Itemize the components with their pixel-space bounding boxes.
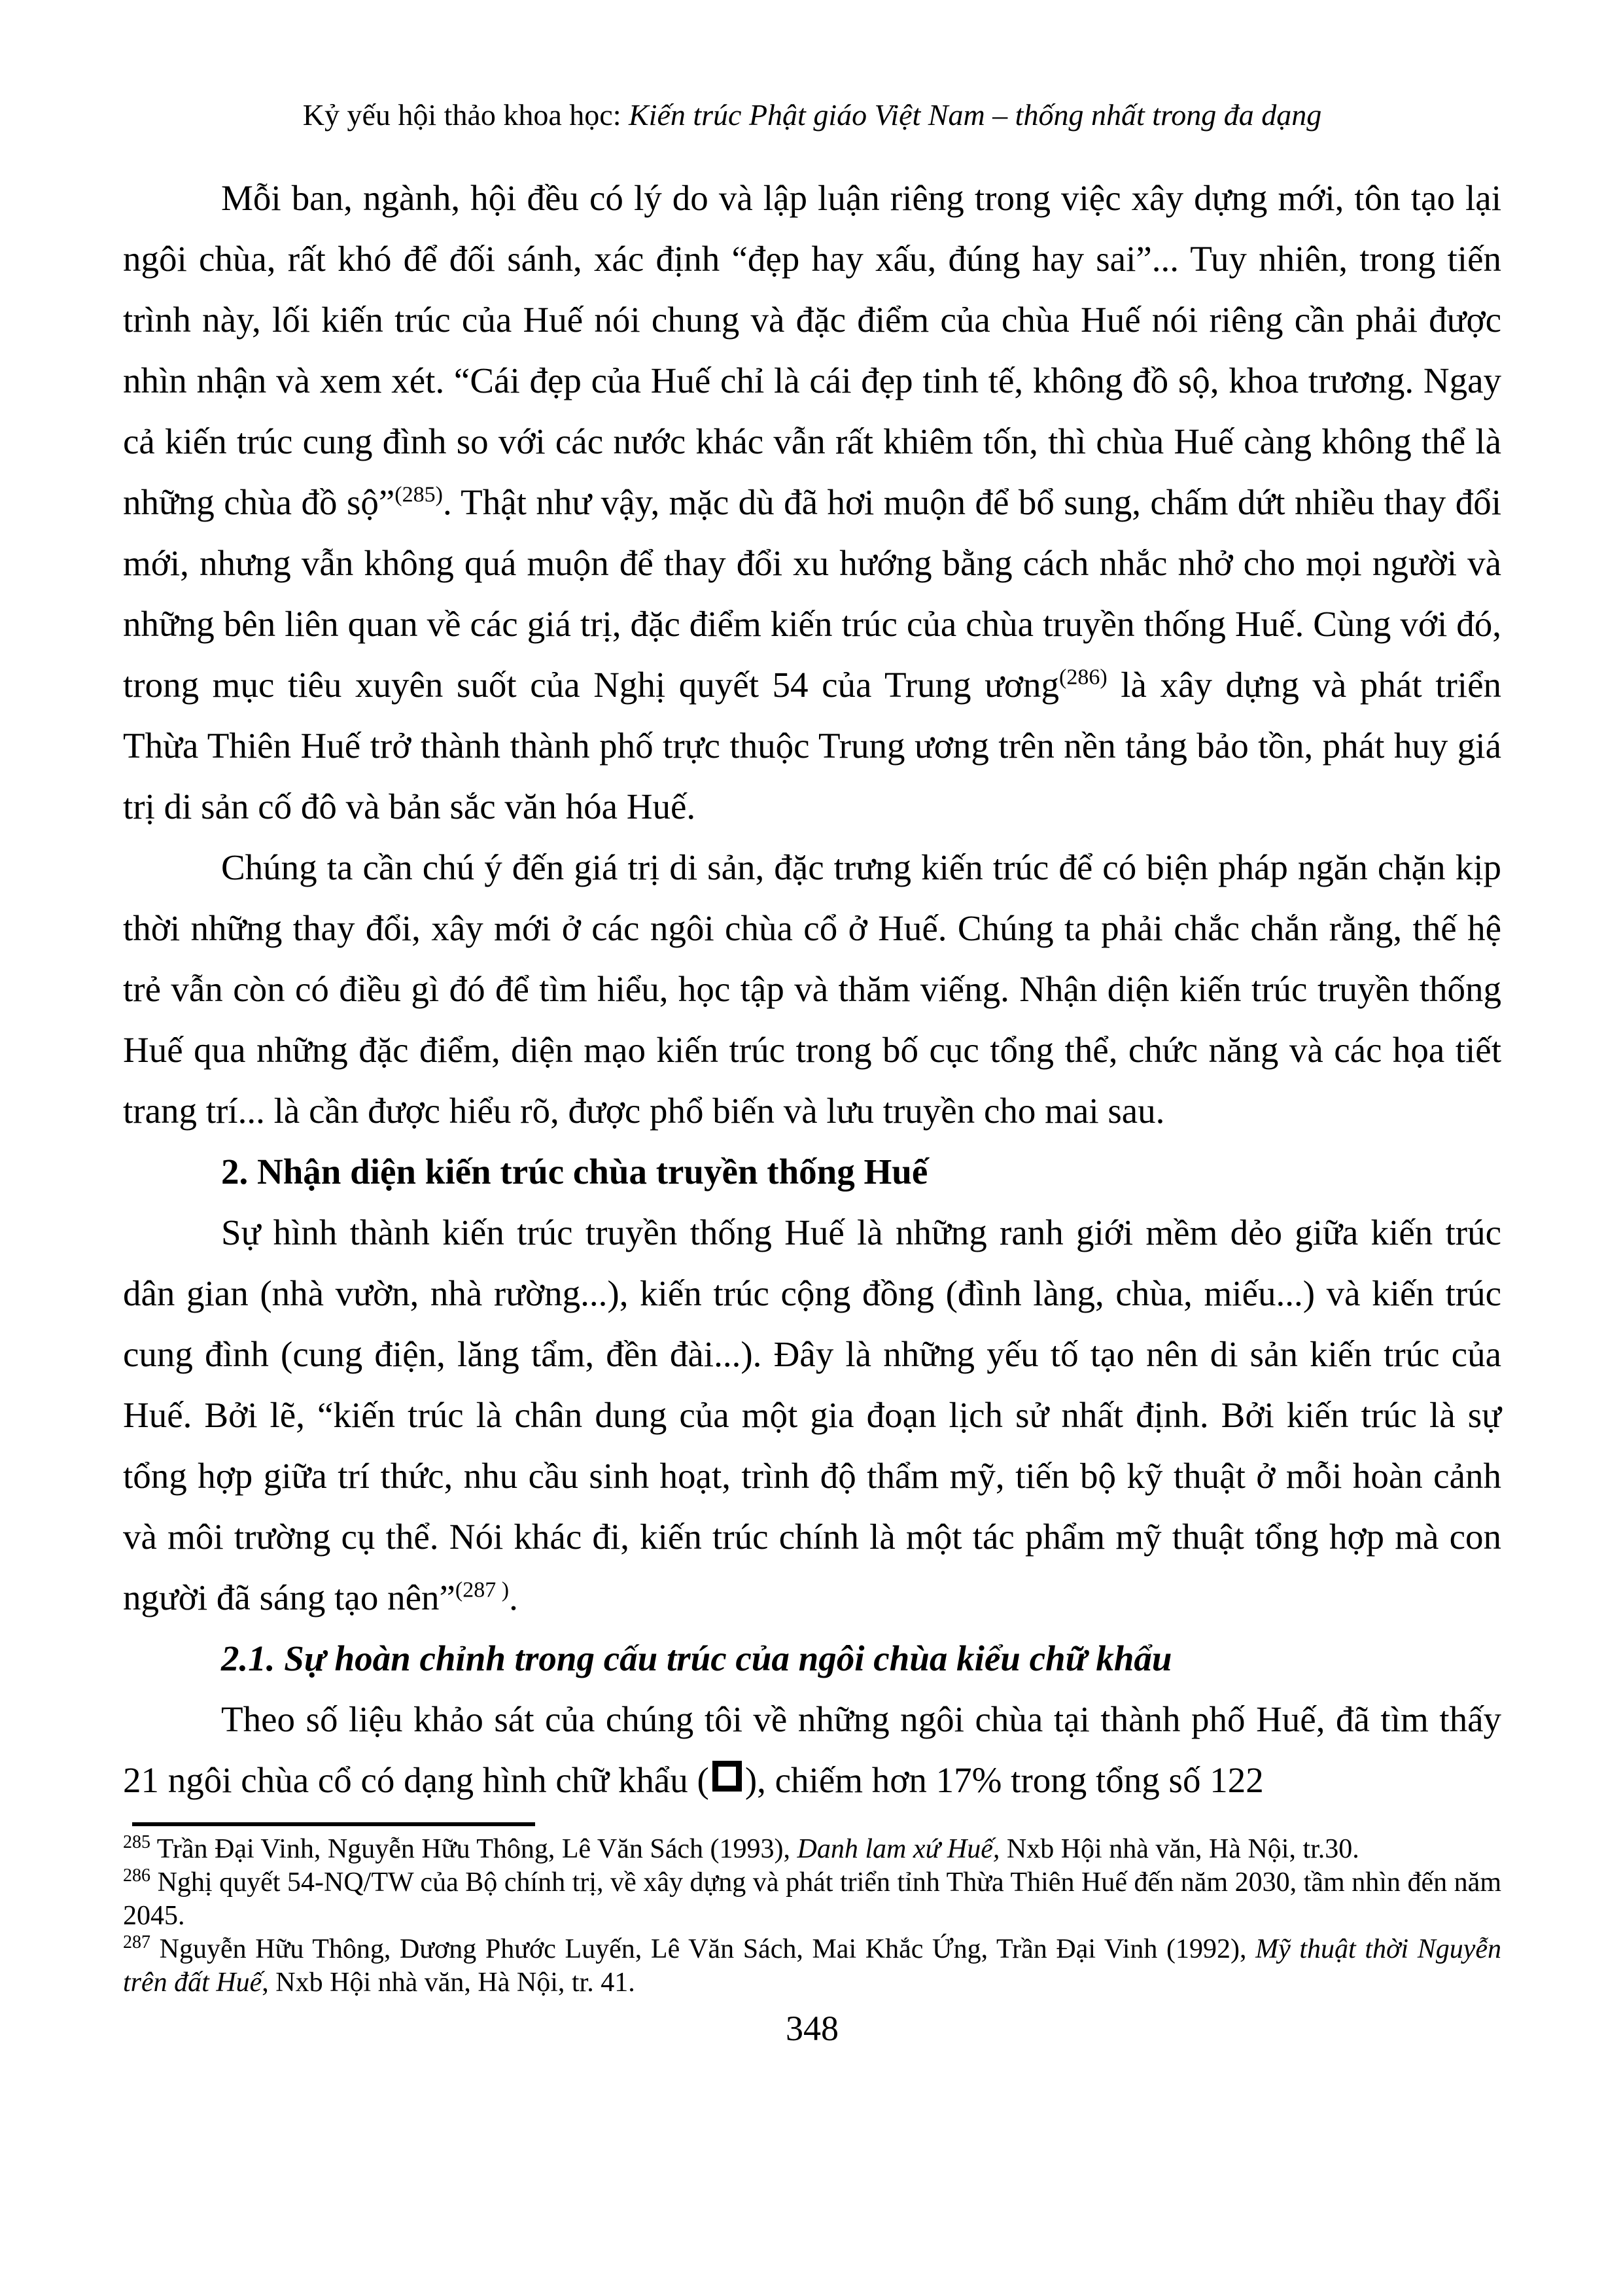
- footnote-286-text: Nghị quyết 54-NQ/TW của Bộ chính trị, về xây dựng và phát triển tỉnh Thừa Thiên Huế đến năm 2030, tầm nhìn đến năm 2045.: [123, 1867, 1501, 1931]
- paragraph-3: [123, 1202, 1501, 1628]
- footnote-ref-287: (287 ): [455, 1578, 510, 1602]
- paragraph-1-text-a: Mỗi ban, ngành, hội đều có lý do và lập luận riêng trong việc xây dựng mới, tôn tạo lại ngôi chùa, rất khó để đối sánh, xác định “đẹp hay xấu, đúng hay sai”... Tuy nhiên, trong tiến trình này, lối kiến trúc của Huế nói chung và đặc điểm của chùa Huế nói riêng cần phải được nhìn nhận và xem xét. “Cái đẹp của Huế chỉ là cái đẹp tinh tế, không đồ sộ, khoa trương. Ngay cả kiến trúc cung đình so với các nước khác vẫn rất khiêm tốn, thì chùa Huế càng không thể là những chùa đồ sộ”: [123, 178, 1501, 522]
- page-number: 348: [786, 2009, 839, 2048]
- footnote-ref-286: (286): [1059, 665, 1108, 690]
- article-body: [123, 168, 1501, 1810]
- footnote-287-work-title: Mỹ thuật thời Nguyễn trên đất Huế: [123, 1934, 1501, 1998]
- footnote-285: [123, 1833, 1501, 1866]
- khau-character-glyph: [712, 1761, 742, 1792]
- paragraph-4-text-a: Theo số liệu khảo sát của chúng tôi về những ngôi chùa tại thành phố Huế, đã tìm thấy 21 ngôi chùa cổ có dạng hình chữ khẩu (: [123, 1699, 1501, 1800]
- footnote-287-text-b: , Nxb Hội nhà văn, Hà Nội, tr. 41.: [262, 1968, 635, 1998]
- paragraph-1-text-c: là xây dựng và phát triển Thừa Thiên Huế trở thành thành phố trực thuộc Trung ương trên nền tảng bảo tồn, phát huy giá trị di sản cố đô và bản sắc văn hóa Huế.: [123, 665, 1501, 826]
- paragraph-3-text-a: Sự hình thành kiến trúc truyền thống Huế là những ranh giới mềm dẻo giữa kiến trúc dân gian (nhà vườn, nhà rường...), kiến trúc cộng đồng (đình làng, chùa, miếu...) và kiến trúc cung đình (cung điện, lăng tẩm, đền đài...). Đây là những yếu tố tạo nên di sản kiến trúc của Huế. Bởi lẽ, “kiến trúc là chân dung của một gia đoạn lịch sử nhất định. Bởi kiến trúc là sự tổng hợp giữa trí thức, nhu cầu sinh hoạt, trình độ thẩm mỹ, tiến bộ kỹ thuật ở mỗi hoàn cảnh và môi trường cụ thể. Nói khác đi, kiến trúc chính là một tác phẩm mỹ thuật tổng hợp mà con người đã sáng tạo nên”: [123, 1212, 1501, 1617]
- footnote-285-text-b: Nxb Hội nhà văn, Hà Nội, tr.30.: [1000, 1834, 1359, 1864]
- footnote-287-number: 287: [123, 1932, 150, 1952]
- footnote-287-text-a: Nguyễn Hữu Thông, Dương Phước Luyến, Lê Văn Sách, Mai Khắc Ứng, Trần Đại Vinh (1992),: [150, 1934, 1256, 1964]
- running-header: [123, 98, 1501, 132]
- footnote-285-text-a: Trần Đại Vinh, Nguyễn Hữu Thông, Lê Văn Sách (1993),: [150, 1834, 797, 1864]
- footnote-separator: [132, 1822, 535, 1826]
- section-heading-2-1: 2.1. Sự hoàn chỉnh trong cấu trúc của ngôi chùa kiểu chữ khẩu: [221, 1638, 1172, 1678]
- footnote-286-number: 286: [123, 1865, 150, 1886]
- paragraph-2: Chúng ta cần chú ý đến giá trị di sản, đặc trưng kiến trúc để có biện pháp ngăn chặn kịp thời những thay đổi, xây mới ở các ngôi chùa cổ ở Huế. Chúng ta phải chắc chắn rằng, thế hệ trẻ vẫn còn có điều gì đó để tìm hiểu, học tập và thăm viếng. Nhận diện kiến trúc truyền thống Huế qua những đặc điểm, diện mạo kiến trúc trong bố cục tổng thể, chức năng và các họa tiết trang trí... là cần được hiểu rõ, được phổ biến và lưu truyền cho mai sau.: [123, 847, 1501, 1131]
- paragraph-4: [123, 1689, 1501, 1810]
- footnote-ref-285: (285): [394, 482, 443, 507]
- paragraph-1: [123, 168, 1501, 837]
- paragraph-4-text-b: ), chiếm hơn 17% trong tổng số 122: [744, 1760, 1264, 1800]
- running-header-title: Kiến trúc Phật giáo Việt Nam – thống nhất trong đa dạng: [628, 98, 1322, 132]
- footnote-286: [123, 1866, 1501, 1933]
- footnote-285-work-title: Danh lam xứ Huế,: [797, 1834, 1000, 1864]
- footnotes-section: [123, 1833, 1501, 2000]
- running-header-prefix: Kỷ yếu hội thảo khoa học:: [302, 98, 629, 132]
- footnote-285-number: 285: [123, 1832, 150, 1852]
- section-heading-2: 2. Nhận diện kiến trúc chùa truyền thống Huế: [221, 1152, 928, 1192]
- footnote-287: [123, 1933, 1501, 2000]
- paragraph-1-text-b: . Thật như vậy, mặc dù đã hơi muộn để bổ sung, chấm dứt nhiều thay đổi mới, nhưng vẫn không quá muộn để thay đổi xu hướng bằng cách nhắc nhở cho mọi người và những bên liên quan về các giá trị, đặc điểm kiến trúc của chùa truyền thống Huế. Cùng với đó, trong mục tiêu xuyên suốt của Nghị quyết 54 của Trung ương: [123, 482, 1502, 705]
- paragraph-3-text-b: .: [509, 1578, 518, 1617]
